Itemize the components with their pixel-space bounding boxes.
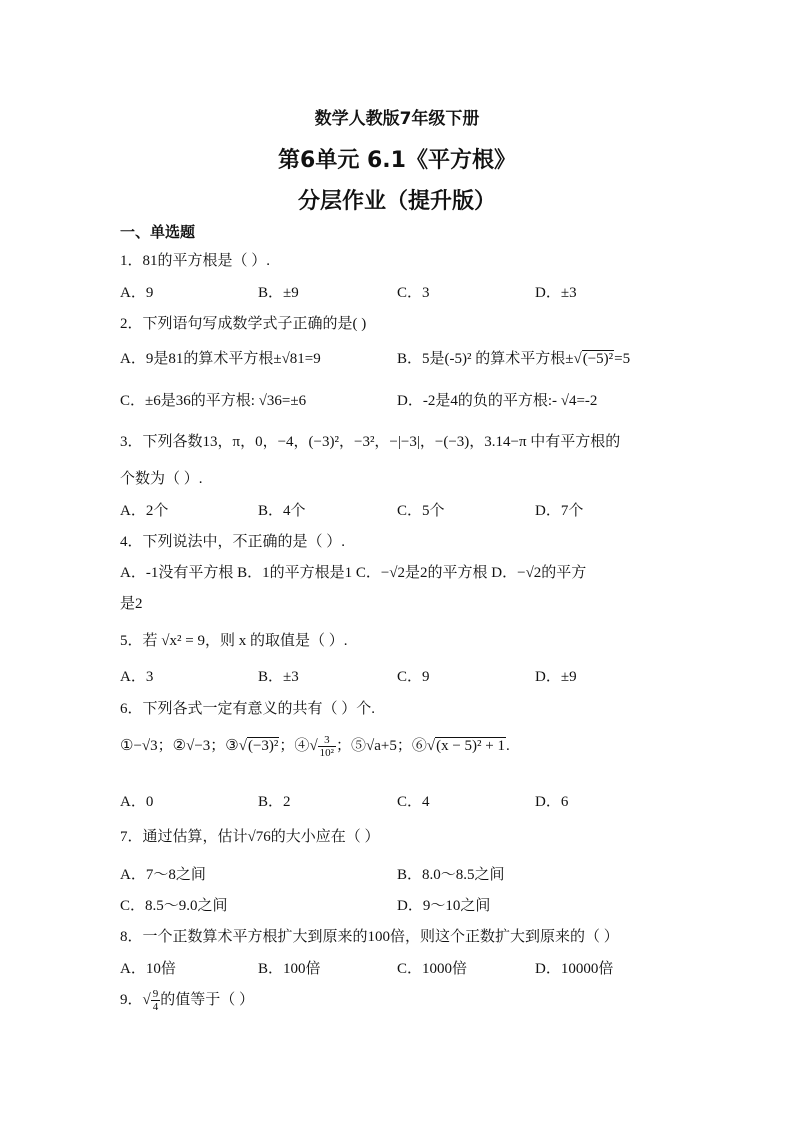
book-title: 数学人教版7年级下册 [314, 109, 480, 129]
q3-option-c: C．5个 [397, 503, 445, 519]
q8-option-b: B．100倍 [258, 961, 321, 977]
q6-fraction-numerator: 3 [318, 734, 336, 747]
q1-option-c: C．3 [397, 285, 430, 301]
q3-option-b: B．4个 [258, 503, 306, 519]
q6-end: . [505, 738, 510, 754]
q6-items-5: ；⑤√a+5；⑥ [335, 738, 427, 754]
question-8-stem: 8．一个正数算术平方根扩大到原来的100倍，则这个正数扩大到原来的（ ） [120, 929, 619, 945]
q6-item-6-radicand: (x − 5)² + 1 [436, 738, 505, 754]
q9-fraction-numerator: 9 [152, 988, 159, 1001]
question-3-line-1: 3．下列各数13，π，0，−4，(−3)²，−3²，−|−3|，−(−3)，3.14−π 中有平方根的 [120, 434, 621, 450]
q7-option-a: A．7～8之间 [120, 867, 206, 883]
question-9-stem: 9．√ $\frac{9}{4}$ 的值等于（ ） [120, 988, 255, 1014]
q8-option-d: D．10000倍 [535, 961, 614, 977]
q8-option-c: C．1000倍 [397, 961, 468, 977]
q6-item-3-radicand: (−3)² [247, 738, 279, 754]
q6-item-4-fraction [318, 734, 336, 759]
question-4-continuation: 是2 [120, 596, 143, 612]
q7-option-b: B．8.0～8.5之间 [397, 867, 505, 883]
q7-option-c: C．8.5～9.0之间 [120, 898, 228, 914]
q9-suffix: 的值等于（ ） [160, 992, 255, 1008]
question-7-stem: 7．通过估算，估计√76的大小应在（ ） [120, 829, 380, 845]
q6-option-b: B．2 [258, 794, 291, 810]
section-heading: 一、单选题 [120, 223, 196, 241]
q9-fraction [151, 988, 161, 1013]
q6-item-4-label: ；④ [279, 738, 310, 754]
q5-option-d: D．±9 [535, 669, 577, 685]
worksheet-title: 分层作业（提升版） [297, 189, 496, 214]
question-1-stem: 1．81的平方根是（ ）. [120, 253, 271, 269]
question-4-stem: 4．下列说法中，不正确的是（ ）. [120, 534, 346, 550]
q2-option-b: B．5是(-5)² 的算术平方根±√(−5)²=5 [397, 351, 631, 367]
q9-fraction-denominator: 4 [152, 1001, 159, 1014]
q7-option-d: D．9～10之间 [397, 898, 491, 914]
q3-option-a: A．2个 [120, 503, 169, 519]
q9-number: 9． [120, 992, 143, 1008]
q6-fraction-denominator: 10² [319, 747, 334, 760]
q1-option-d: D．±3 [535, 285, 577, 301]
question-6-expressions: ①−√3；②√−3；③√(−3)²；④√ $\frac{3}{\text{10²}}$ ；⑤√a+5；⑥√(x − 5)² + 1. [120, 734, 510, 760]
q1-option-b: B．±9 [258, 285, 299, 301]
q2-option-a: A．9是81的算术平方根±√81=9 [120, 351, 321, 367]
question-6-stem: 6．下列各式一定有意义的共有（ ）个. [120, 701, 376, 717]
q5-option-a: A．3 [120, 669, 154, 685]
q2-option-b-suffix: =5 [614, 351, 631, 367]
q6-option-c: C．4 [397, 794, 430, 810]
unit-title: 第6单元 6.1《平方根》 [278, 148, 516, 173]
question-3-line-2: 个数为（ ）. [120, 471, 203, 487]
q2-option-b-prefix: B．5是(-5)² 的算术平方根± [397, 351, 574, 367]
q2-option-d: D．-2是4的负的平方根:- √4=-2 [397, 393, 598, 409]
q5-option-b: B．±3 [258, 669, 299, 685]
q6-option-a: A．0 [120, 794, 154, 810]
q5-option-c: C．9 [397, 669, 430, 685]
question-5-stem: 5．若 √x² = 9，则 x 的取值是（ ）. [120, 633, 348, 649]
q6-option-d: D．6 [535, 794, 569, 810]
q2-option-b-radicand: (−5)² [582, 351, 614, 367]
q3-option-d: D．7个 [535, 503, 584, 519]
q6-items-1-2: ①−√3；②√−3；③ [120, 738, 239, 754]
question-2-stem: 2．下列语句写成数学式子正确的是( ) [120, 316, 367, 332]
q2-option-c: C．±6是36的平方根: √36=±6 [120, 393, 307, 409]
q1-option-a: A．9 [120, 285, 154, 301]
q8-option-a: A．10倍 [120, 961, 176, 977]
question-4-options: A．-1没有平方根 B．1的平方根是1 C．−√2是2的平方根 D．−√2的平方 [120, 565, 587, 581]
